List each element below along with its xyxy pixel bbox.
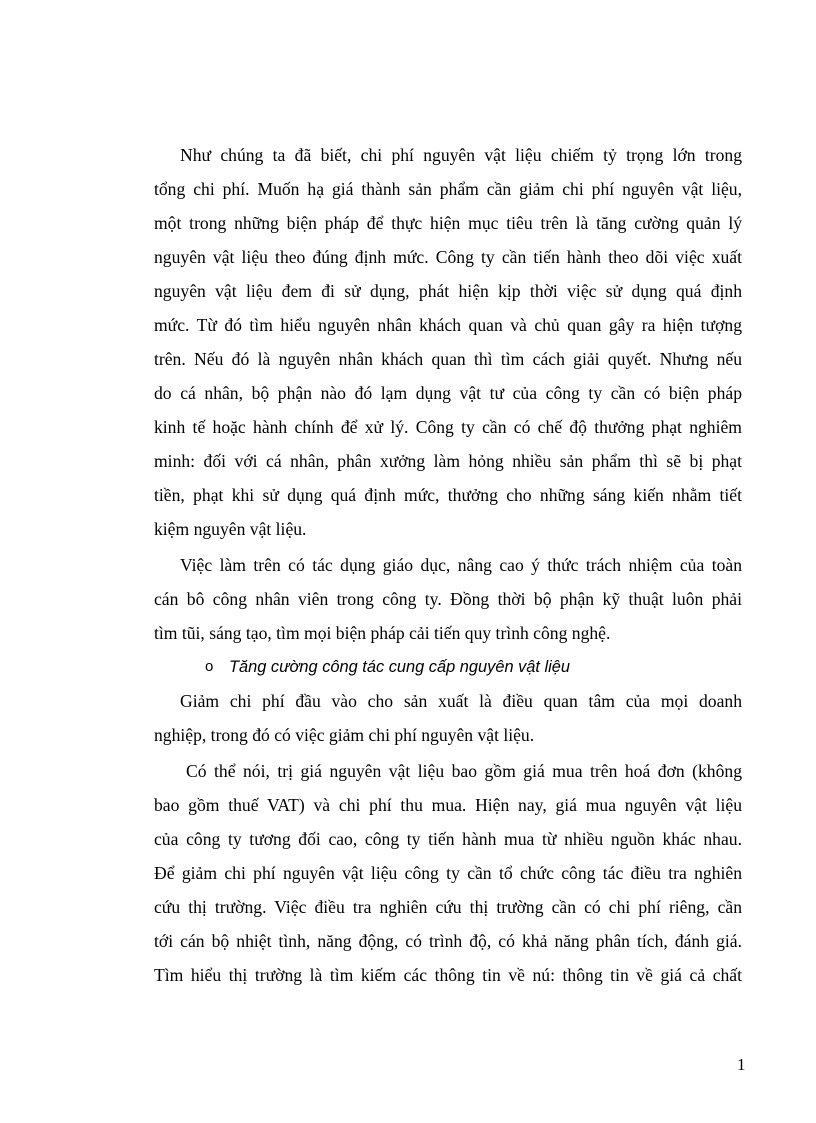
text-line: tổng chi phí. Muốn hạ giá thành sản phẩm cần giảm chi phí nguyên vật liệu, — [154, 179, 742, 199]
text-line: tới cán bộ nhiệt tình, năng động, có trình độ, có khả năng phân tích, đánh giá. — [154, 931, 742, 951]
text-line: cứu thị trường. Việc điều tra nghiên cứu thị trường cần có chi phí riêng, cần — [154, 897, 742, 917]
text-line: tiền, phạt khi sử dụng quá định mức, thưởng cho những sáng kiến nhằm tiết — [154, 485, 742, 505]
text-line: Việc làm trên có tác dụng giáo dục, nâng cao ý thức trách nhiệm của toàn — [180, 555, 742, 575]
text-line: trên. Nếu đó là nguyên nhân khách quan thì tìm cách giải quyết. Nhưng nếu — [154, 349, 742, 369]
text-line: một trong những biện pháp để thực hiện mục tiêu trên là tăng cường quản lý — [154, 213, 742, 233]
text-line: cán bô công nhân viên trong công ty. Đồng thời bộ phận kỹ thuật luôn phải — [154, 589, 742, 609]
text-line: do cá nhân, bộ phận nào đó lạm dụng vật tư của công ty cần có biện pháp — [154, 383, 742, 403]
text-line: của công ty tương đối cao, công ty tiến hành mua từ nhiều nguồn khác nhau. — [154, 829, 742, 849]
text-line: Như chúng ta đã biết, chi phí nguyên vật liệu chiếm tỷ trọng lớn trong — [180, 145, 742, 165]
text-line: Tìm hiểu thị trường là tìm kiếm các thông tin về nú: thông tin về giá cả chất — [154, 965, 742, 985]
text-line: bao gồm thuế VAT) và chi phí thu mua. Hiện nay, giá mua nguyên vật liệu — [154, 795, 742, 815]
text-line: Có thể nói, trị giá nguyên vật liệu bao gồm giá mua trên hoá đơn (không — [186, 761, 742, 781]
text-line: nguyên vật liệu theo đúng định mức. Công ty cần tiến hành theo dõi việc xuất — [154, 247, 742, 267]
text-line: nguyên vật liệu đem đi sử dụng, phát hiện kịp thời việc sử dụng quá định — [154, 281, 742, 301]
text-line: Giảm chi phí đầu vào cho sản xuất là điều quan tâm của mọi doanh — [180, 691, 742, 711]
bullet-marker: o — [205, 658, 214, 675]
text-line: mức. Từ đó tìm hiểu nguyên nhân khách quan và chủ quan gây ra hiện tượng — [154, 315, 742, 335]
text-line: Để giảm chi phí nguyên vật liệu công ty cần tổ chức công tác điều tra nghiên — [154, 863, 742, 883]
text-line: kinh tế hoặc hành chính để xử lý. Công ty cần có chế độ thưởng phạt nghiêm — [154, 417, 742, 437]
text-line: tìm tũi, sáng tạo, tìm mọi biện pháp cải tiến quy trình công nghệ. — [154, 623, 611, 643]
page-number: 1 — [737, 1055, 746, 1074]
text-line: nghiệp, trong đó có việc giảm chi phí nguyên vật liệu. — [154, 725, 535, 745]
text-line: kiệm nguyên vật liệu. — [154, 519, 307, 539]
section-heading: Tăng cường công tác cung cấp nguyên vật liệu — [229, 658, 571, 676]
text-line: minh: đối với cá nhân, phân xưởng làm hỏng nhiều sản phẩm thì sẽ bị phạt — [154, 451, 742, 471]
